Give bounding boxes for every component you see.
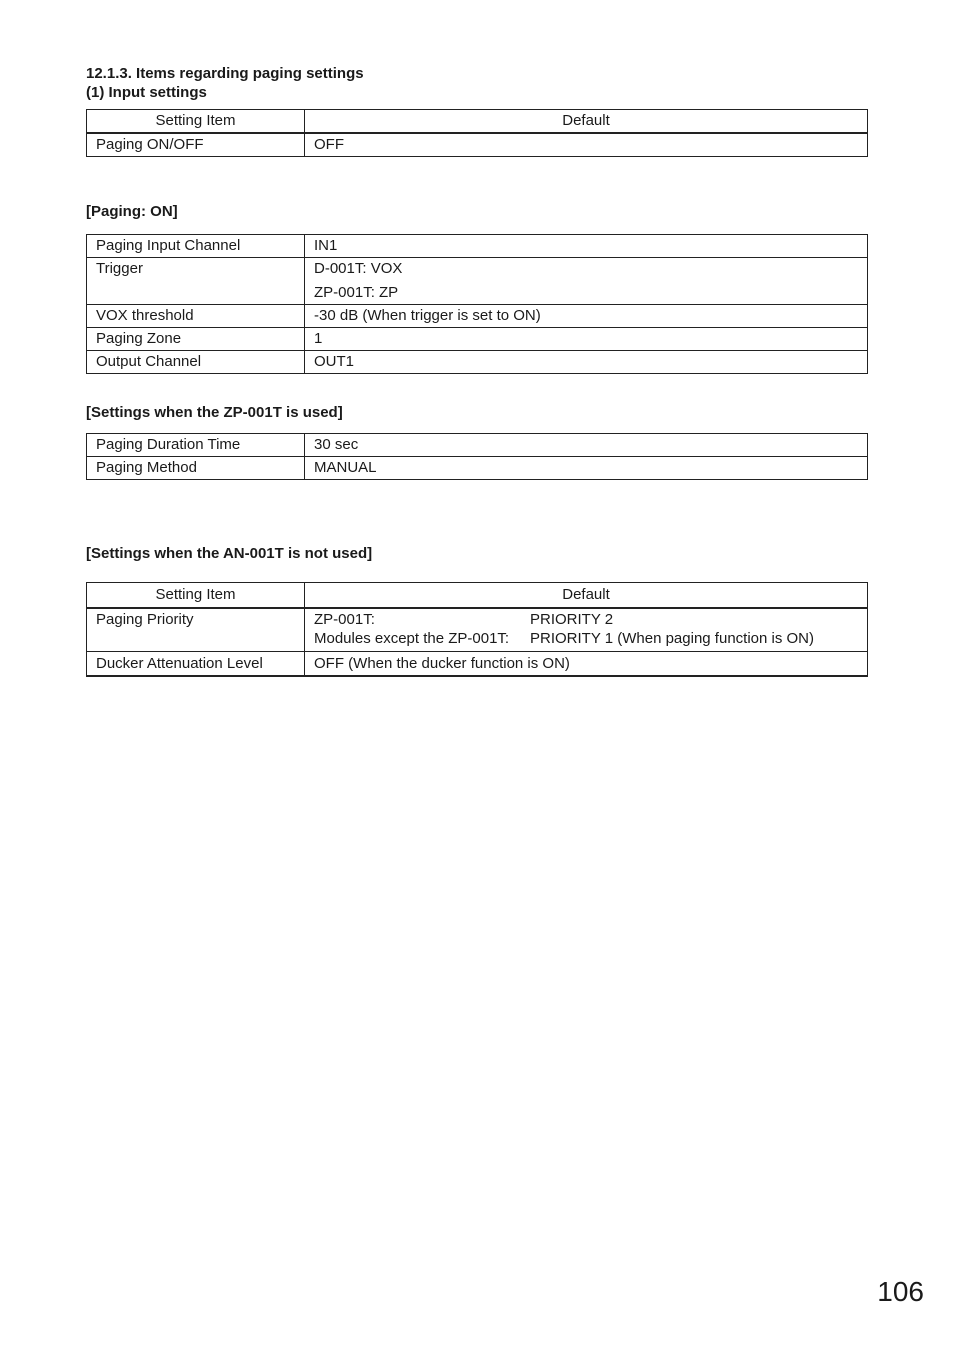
table-row: [87, 258, 868, 305]
priority-line-1-key: ZP-001T:: [314, 611, 375, 628]
priority-line-1-value: PRIORITY 2: [530, 611, 614, 628]
trigger-line-2: ZP-001T: ZP: [314, 284, 399, 301]
zp-used-table: [86, 433, 868, 480]
default-cell: 1: [305, 328, 868, 351]
default-cell: MANUAL: [305, 457, 868, 480]
setting-item-cell: VOX threshold: [87, 305, 305, 328]
priority-line-1: [314, 610, 858, 629]
default-cell: OFF: [305, 133, 868, 157]
table-row: [87, 305, 868, 328]
table-row: [87, 457, 868, 480]
table-row: [87, 608, 868, 652]
setting-item-cell: Paging Zone: [87, 328, 305, 351]
zp-used-heading: [Settings when the ZP-001T is used]: [86, 404, 343, 421]
default-cell: [305, 258, 868, 305]
an-not-used-heading: [Settings when the AN-001T is not used]: [86, 545, 373, 562]
default-cell: OFF (When the ducker function is ON): [305, 652, 868, 677]
header-default: Default: [305, 583, 868, 609]
header-setting-item: Setting Item: [87, 583, 305, 609]
header-default: Default: [305, 110, 868, 134]
setting-item-cell: Paging Duration Time: [87, 434, 305, 457]
default-cell: [305, 608, 868, 652]
table-row: [87, 328, 868, 351]
paging-on-heading: [Paging: ON]: [86, 203, 178, 220]
table-header-row: [87, 583, 868, 609]
section-heading: 12.1.3. Items regarding paging settings: [86, 65, 364, 82]
priority-line-2-key: Modules except the ZP-001T:: [314, 630, 510, 647]
default-cell: OUT1: [305, 351, 868, 374]
an-not-used-table: [86, 582, 868, 677]
table-row: [87, 434, 868, 457]
table-row: [87, 351, 868, 374]
setting-item-cell: Paging Method: [87, 457, 305, 480]
paging-on-table: [86, 234, 868, 374]
priority-line-2: [314, 629, 858, 648]
table-row: [87, 133, 868, 157]
setting-item-cell: Output Channel: [87, 351, 305, 374]
page-number: 106: [877, 1276, 924, 1307]
priority-line-2-value: PRIORITY 1 (When paging function is ON): [530, 630, 815, 647]
setting-item-cell: Paging Input Channel: [87, 235, 305, 258]
setting-item-cell: Ducker Attenuation Level: [87, 652, 305, 677]
header-setting-item: Setting Item: [87, 110, 305, 134]
input-settings-table: [86, 109, 868, 157]
table-row: [87, 652, 868, 677]
setting-item-cell: Paging Priority: [87, 608, 305, 652]
table-header-row: [87, 110, 868, 134]
setting-item-cell: Trigger: [87, 258, 305, 305]
table-row: [87, 235, 868, 258]
setting-item-cell: Paging ON/OFF: [87, 133, 305, 157]
default-cell: 30 sec: [305, 434, 868, 457]
subsection-heading: (1) Input settings: [86, 84, 207, 101]
trigger-line-1: D-001T: VOX: [314, 260, 403, 277]
default-cell: -30 dB (When trigger is set to ON): [305, 305, 868, 328]
default-cell: IN1: [305, 235, 868, 258]
